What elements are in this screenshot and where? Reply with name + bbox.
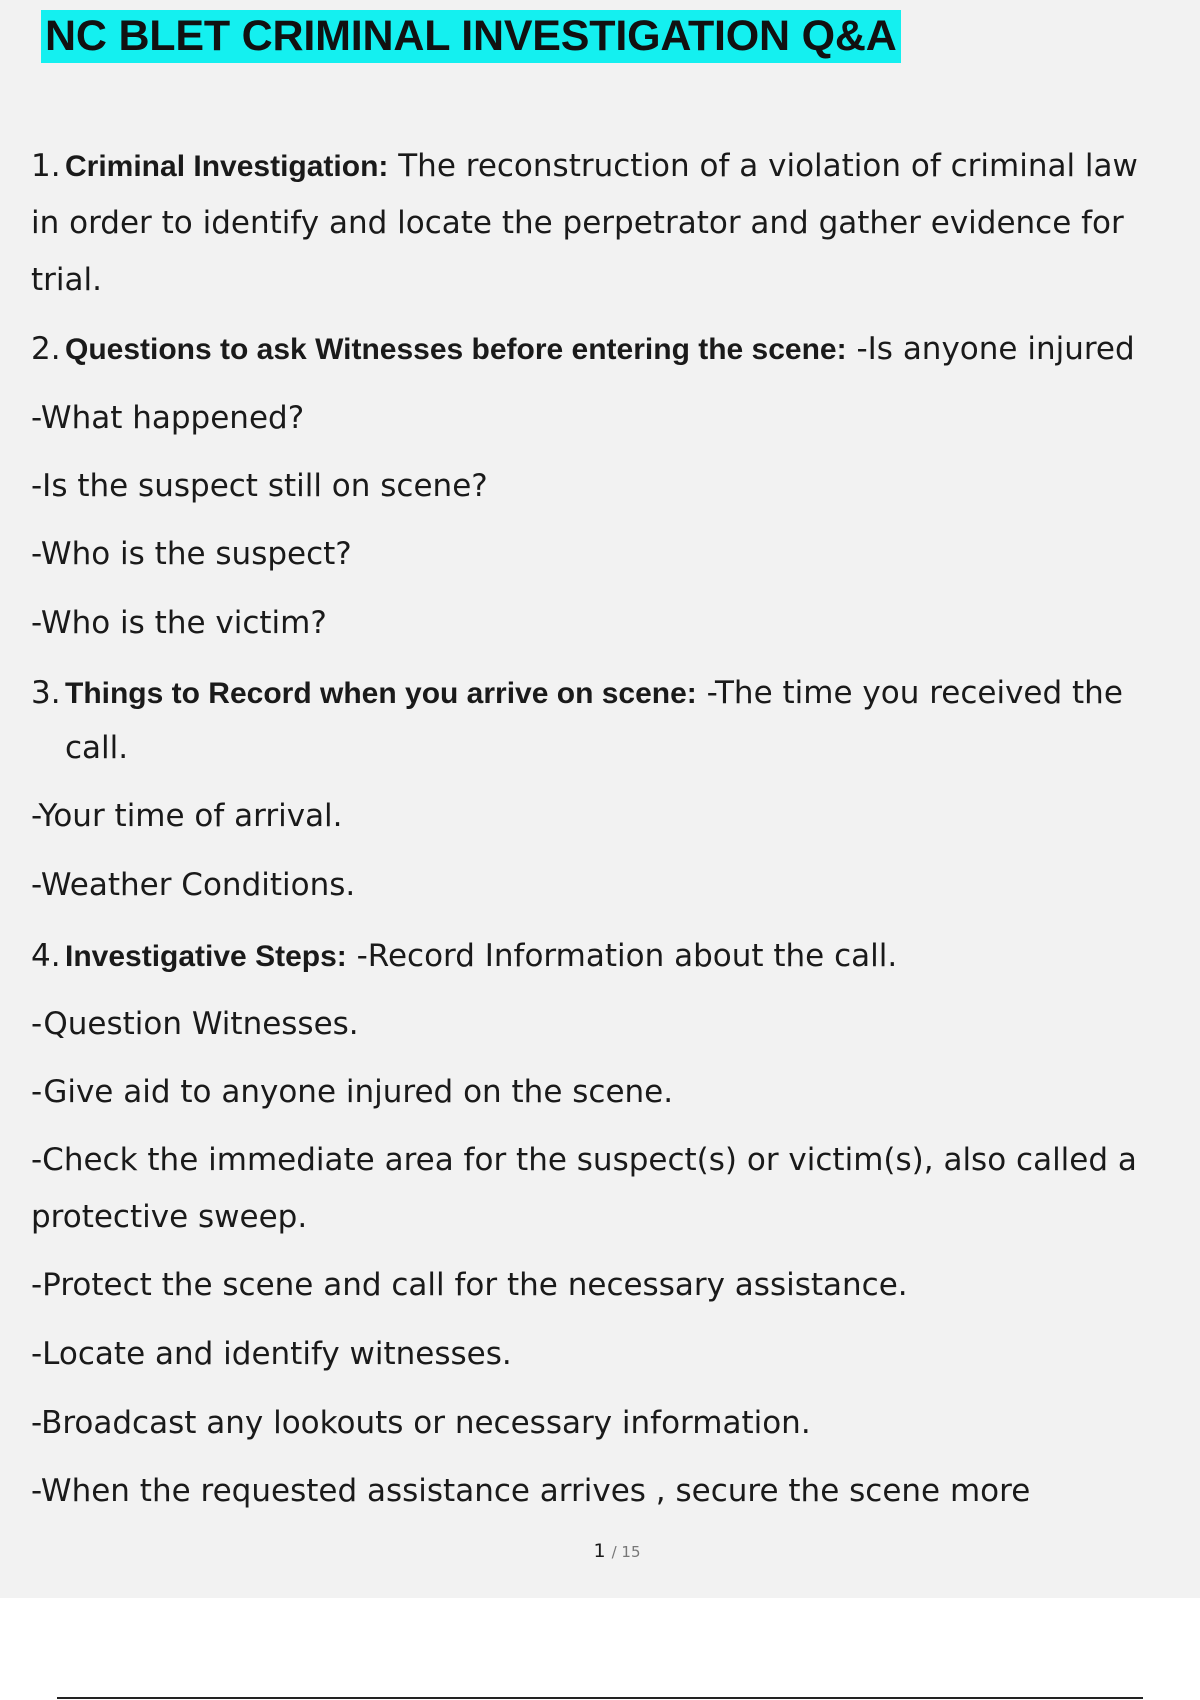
question-2	[31, 329, 1135, 370]
page-total: / 15	[611, 1543, 641, 1561]
question-term: Criminal Investigation:	[65, 150, 389, 183]
question-number: 4.	[31, 938, 61, 974]
question-term: Questions to ask Witnesses before entering the scene:	[65, 333, 847, 366]
page-indicator	[0, 1540, 1200, 1562]
question-number: 3.	[31, 675, 61, 711]
page-divider	[57, 1697, 1143, 1699]
answer-line: -Give aid to anyone injured on the scene.	[31, 1074, 674, 1110]
answer-line: -Who is the victim?	[31, 605, 327, 641]
answer-line: -Broadcast any lookouts or necessary information.	[31, 1405, 811, 1441]
question-1	[31, 146, 1138, 187]
question-4	[31, 936, 897, 977]
question-number: 1.	[31, 148, 61, 184]
answer-line: -Weather Conditions.	[31, 867, 356, 903]
answer-line: -Who is the suspect?	[31, 536, 352, 572]
answer-text: -The time you received the	[696, 675, 1123, 711]
answer-line: -When the requested assistance arrives , secure the scene more	[31, 1473, 1031, 1509]
answer-line: trial.	[31, 262, 102, 298]
answer-line: -Question Witnesses.	[31, 1006, 359, 1042]
answer-line: -Your time of arrival.	[31, 798, 343, 834]
answer-text: The reconstruction of a violation of criminal law	[388, 148, 1138, 184]
question-term: Investigative Steps:	[65, 940, 347, 973]
answer-line: -What happened?	[31, 400, 305, 436]
question-3	[31, 673, 1123, 714]
page-number: 1	[593, 1540, 606, 1562]
answer-line: call.	[65, 730, 129, 766]
question-term: Things to Record when you arrive on scene:	[65, 677, 697, 710]
answer-line: -Locate and identify witnesses.	[31, 1336, 512, 1372]
answer-text: -Is anyone injured	[846, 331, 1135, 367]
answer-line: -Check the immediate area for the suspect(s) or victim(s), also called a	[31, 1142, 1137, 1178]
answer-line: protective sweep.	[31, 1199, 308, 1235]
question-number: 2.	[31, 331, 61, 367]
answer-line: -Is the suspect still on scene?	[31, 468, 488, 504]
document-title: NC BLET CRIMINAL INVESTIGATION Q&A	[41, 10, 901, 63]
answer-line: -Protect the scene and call for the necessary assistance.	[31, 1267, 908, 1303]
answer-text: -Record Information about the call.	[346, 938, 898, 974]
answer-line: in order to identify and locate the perpetrator and gather evidence for	[31, 205, 1124, 241]
